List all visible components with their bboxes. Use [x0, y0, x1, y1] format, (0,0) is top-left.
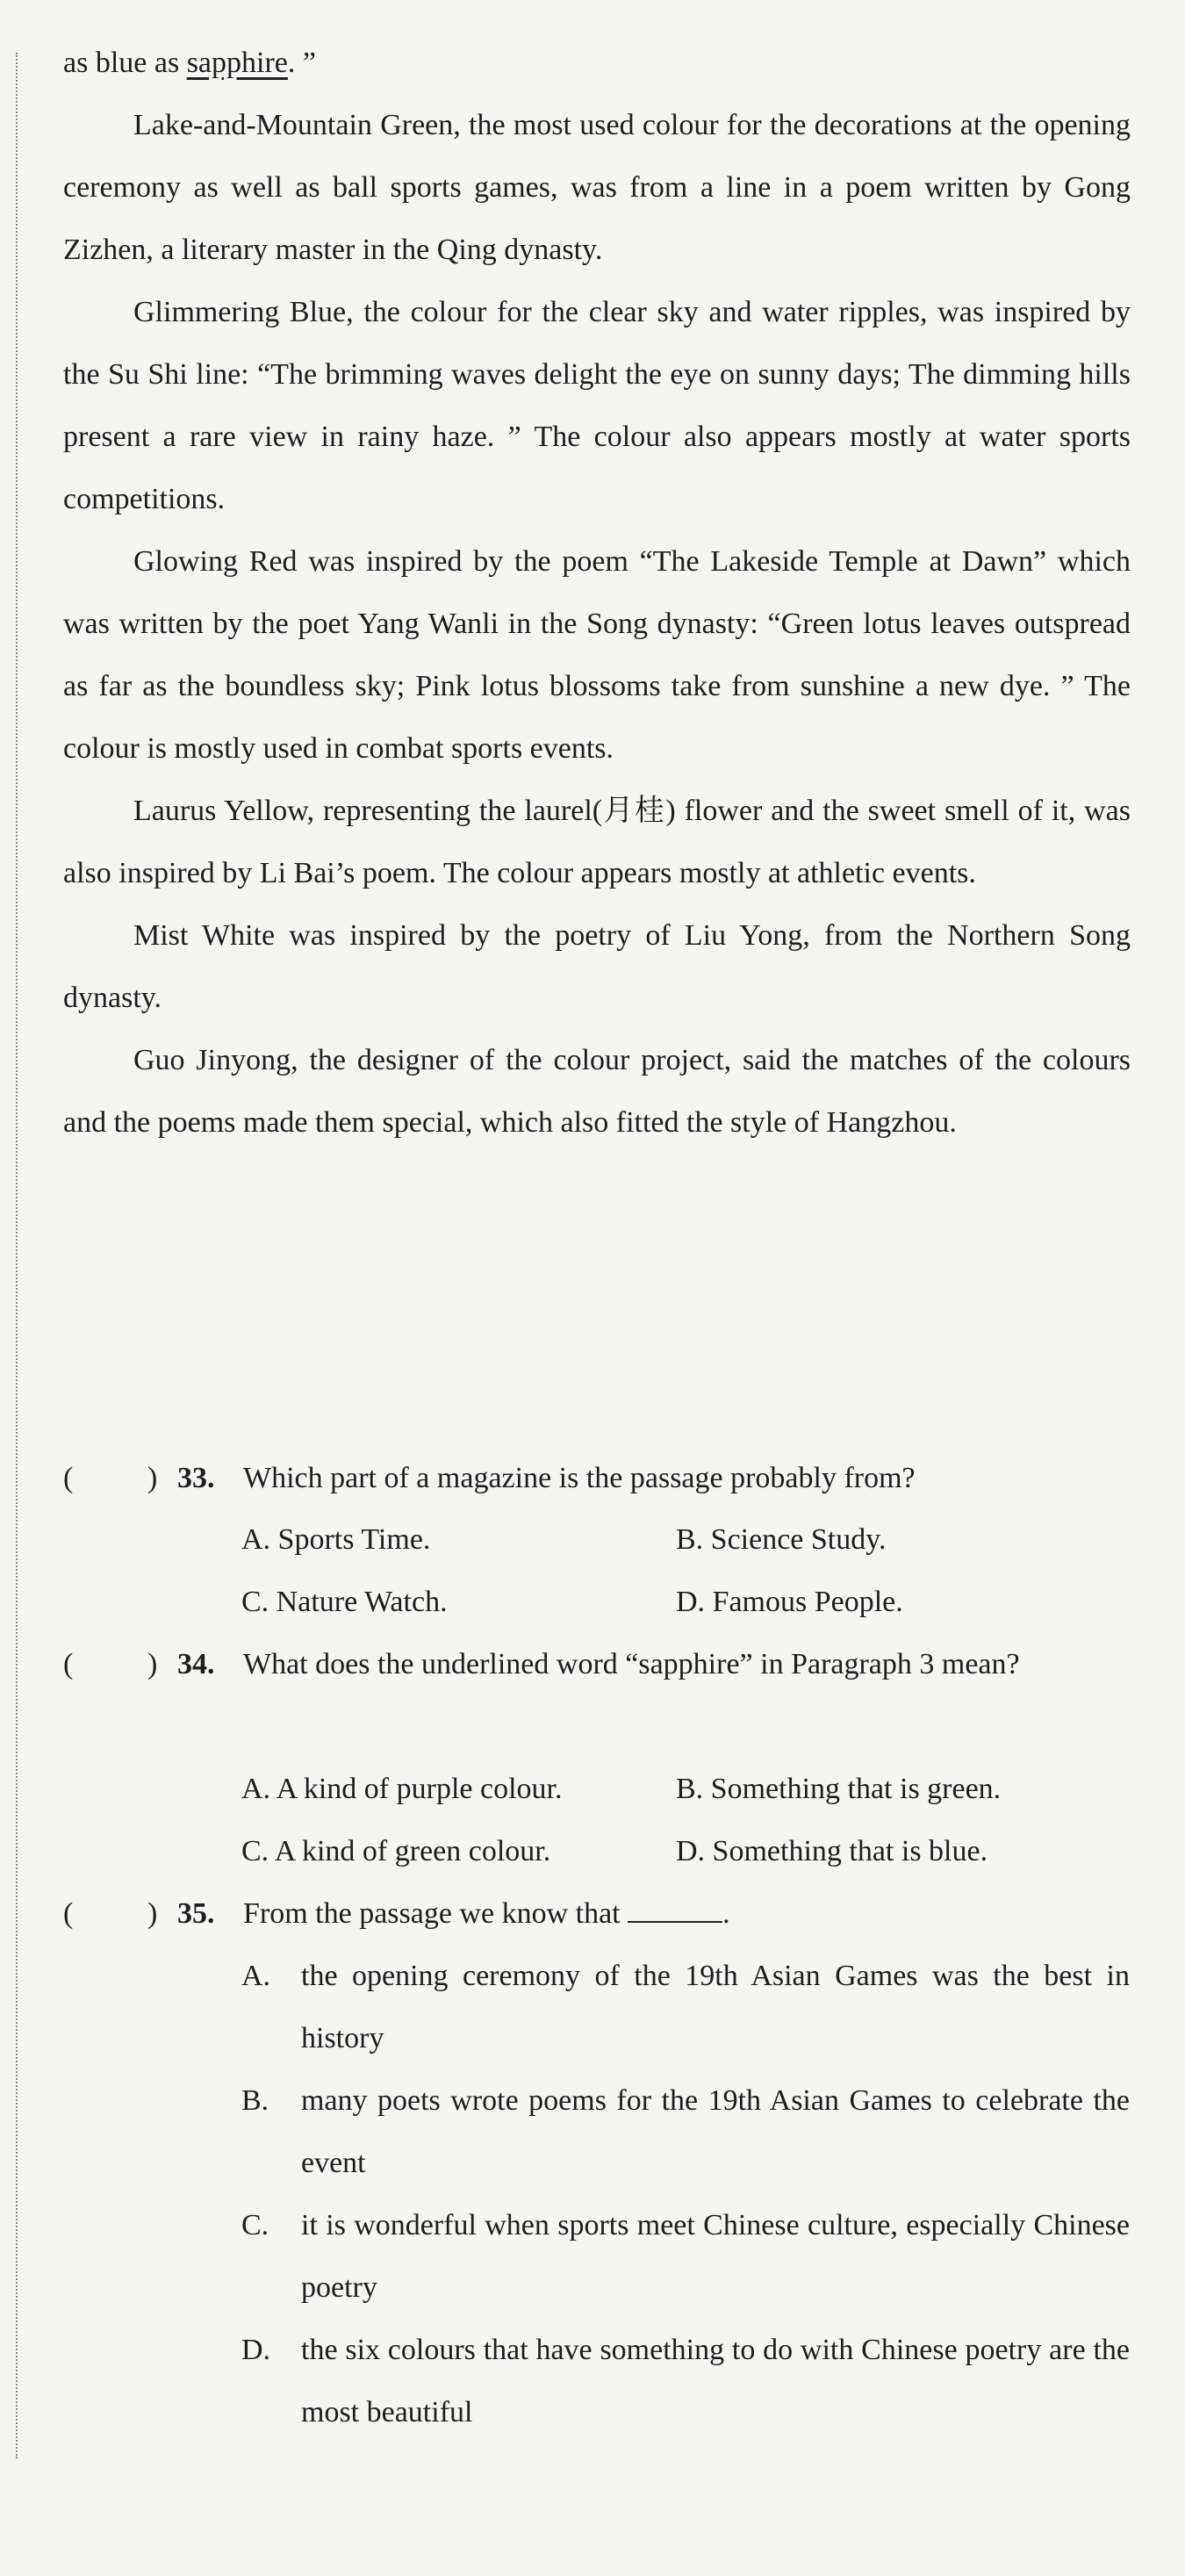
option-letter: A.: [241, 1960, 271, 1992]
option-text: it is wonderful when sports meet Chinese culture, especially Chinese poetry: [301, 2209, 1130, 2304]
option-a[interactable]: [241, 1945, 1130, 2069]
option-b[interactable]: B. Something that is green.: [676, 1773, 1002, 1805]
answer-bracket-open[interactable]: (: [63, 1648, 74, 1680]
fill-in-blank[interactable]: [628, 1891, 722, 1923]
option-text: the opening ceremony of the 19th Asian Games was the best in history: [301, 1960, 1130, 2054]
option-d[interactable]: D. Something that is blue.: [676, 1835, 988, 1867]
option-text: the six colours that have something to do with Chinese poetry are the most beautiful: [301, 2334, 1130, 2428]
reading-passage: [63, 47, 1131, 1154]
passage-paragraph-4: Laurus Yellow, representing the laurel(月桂) flower and the sweet smell of it, was also inspired by Li Bai’s poem. The colour appears mostly at athletic events.: [63, 795, 1131, 889]
underlined-word-sapphire: sapphire: [186, 47, 288, 79]
passage-paragraph-2: Glimmering Blue, the colour for the clear sky and water ripples, was inspired by the Su Shi line: “The brimming waves delight the eye on sunny days; The dimming hills present a rare view in rainy haze. ” The colour also appears mostly at water sports competitions.: [63, 296, 1131, 515]
option-letter: C.: [241, 2209, 269, 2241]
answer-bracket-open[interactable]: (: [63, 1462, 74, 1494]
option-c[interactable]: C. A kind of green colour.: [241, 1835, 551, 1867]
binding-margin-line: [16, 53, 18, 2458]
option-d[interactable]: [241, 2319, 1130, 2443]
answer-bracket-close: ): [147, 1648, 158, 1680]
option-text: many poets wrote poems for the 19th Asian Games to celebrate the event: [301, 2084, 1130, 2179]
question-stem: What does the underlined word “sapphire” in Paragraph 3 mean?: [243, 1648, 1020, 1680]
question-stem: Which part of a magazine is the passage probably from?: [243, 1462, 916, 1494]
answer-bracket-close: ): [147, 1462, 158, 1494]
option-c[interactable]: C. Nature Watch.: [241, 1586, 448, 1618]
option-d[interactable]: D. Famous People.: [676, 1586, 903, 1618]
question-number: 33.: [177, 1462, 215, 1494]
option-letter: B.: [241, 2084, 269, 2117]
passage-paragraph-1: Lake-and-Mountain Green, the most used colour for the decorations at the opening ceremony as well as ball sports games, was from a line in a poem written by Gong Zizhen, a literary master in the Qing dynasty.: [63, 109, 1131, 266]
passage-paragraph-3: Glowing Red was inspired by the poem “The Lakeside Temple at Dawn” which was written by the poet Yang Wanli in the Song dynasty: “Green lotus leaves outspread as far as the boundless sky; Pink lotus blossoms take from sunshine a new dye. ” The colour is mostly used in combat sports events.: [63, 545, 1131, 765]
passage-paragraph-6: Guo Jinyong, the designer of the colour project, said the matches of the colours and the poems made them special, which also fitted the style of Hangzhou.: [63, 1044, 1131, 1139]
passage-paragraph-5: Mist White was inspired by the poetry of Liu Yong, from the Northern Song dynasty.: [63, 919, 1131, 1014]
option-c[interactable]: [241, 2194, 1130, 2319]
option-b[interactable]: [241, 2069, 1130, 2194]
question-number: 34.: [177, 1648, 215, 1680]
question-stem: From the passage we know that .: [243, 1882, 1130, 1945]
option-b[interactable]: B. Science Study.: [676, 1523, 887, 1556]
passage-paragraph-0: as blue as sapphire. ”: [63, 47, 316, 79]
option-a[interactable]: A. A kind of purple colour.: [241, 1773, 563, 1805]
answer-bracket-open[interactable]: (: [63, 1897, 74, 1930]
option-a[interactable]: A. Sports Time.: [241, 1523, 431, 1556]
question-number: 35.: [177, 1897, 215, 1930]
option-letter: D.: [241, 2334, 271, 2366]
answer-bracket-close: ): [147, 1897, 158, 1930]
